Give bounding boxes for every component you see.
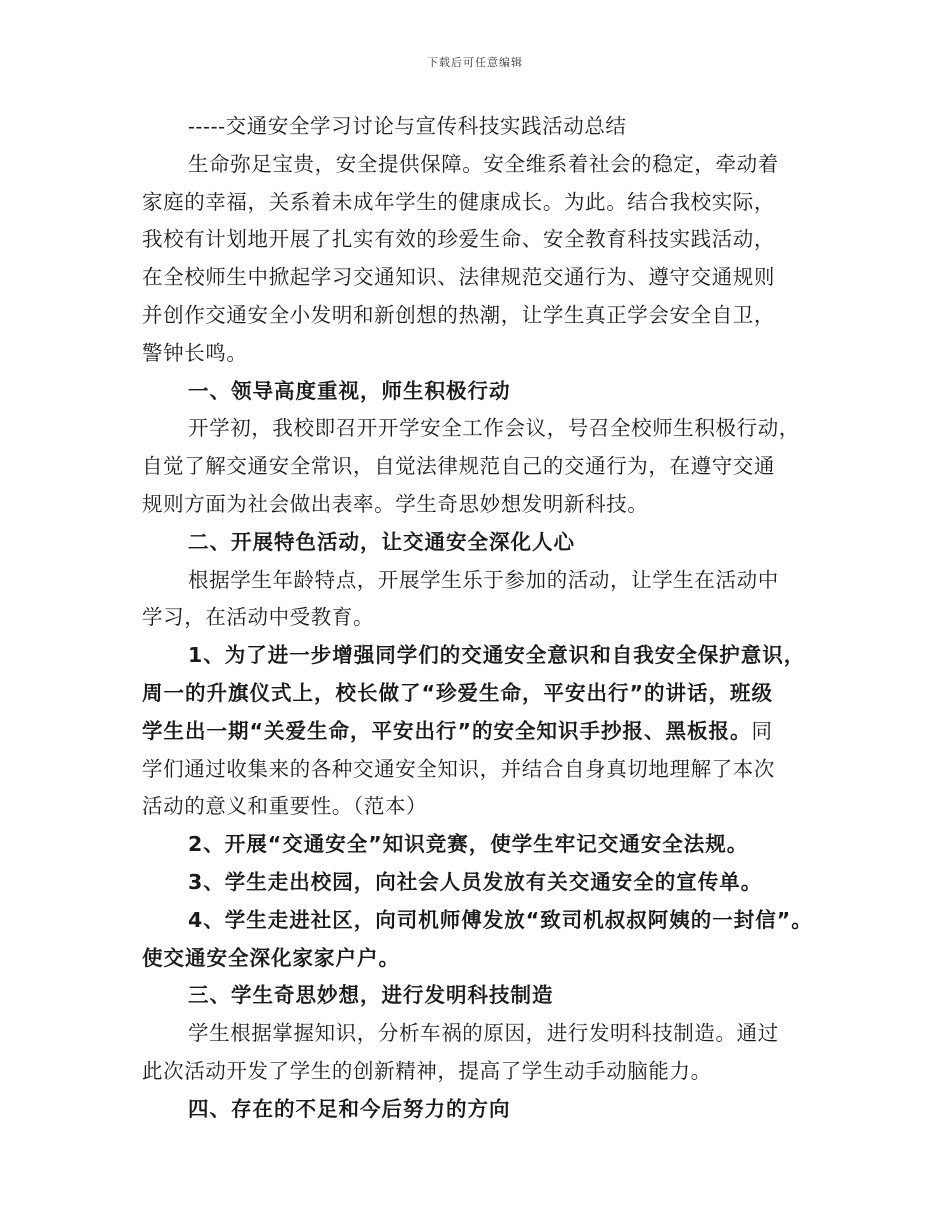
paragraph-line bbox=[142, 599, 827, 637]
paragraph-line bbox=[142, 146, 827, 184]
line-text: 并创作交通安全小发明和新创想的热潮，让学生真正学会安全自卫， bbox=[142, 302, 775, 327]
line-text: 2、开展“交通安全”知识竞赛，使学生牢记交通安全法规。 bbox=[188, 832, 749, 857]
bold-paragraph-line bbox=[142, 524, 827, 562]
line-text: 二、开展特色活动，让交通安全深化人心 bbox=[188, 529, 575, 554]
line-text: 使交通安全深化家家户户。 bbox=[142, 945, 400, 970]
line-text: 此次活动开发了学生的创新精神，提高了学生动手动脑能力。 bbox=[142, 1058, 712, 1083]
line-text: 开学初，我校即召开开学安全工作会议，号召全校师生积极行动， bbox=[188, 416, 800, 441]
paragraph-line bbox=[142, 1015, 827, 1053]
paragraph-line bbox=[142, 259, 827, 297]
paragraph-line bbox=[142, 1053, 827, 1091]
line-text: 生命弥足宝贵，安全提供保障。安全维系着社会的稳定，牵动着 bbox=[188, 151, 779, 176]
paragraph-line bbox=[142, 751, 827, 789]
line-text: 4、学生走进社区，向司机师傅发放“致司机叔叔阿姨的一封信”。 bbox=[188, 907, 813, 932]
bold-paragraph-line bbox=[142, 826, 827, 864]
bold-paragraph-line bbox=[142, 675, 827, 713]
bold-paragraph-line bbox=[142, 977, 827, 1015]
bold-paragraph-line bbox=[142, 864, 827, 902]
paragraph-line bbox=[142, 108, 827, 146]
line-text: 周一的升旗仪式上，校长做了“珍爱生命，平安出行”的讲话，班级 bbox=[142, 680, 773, 705]
paragraph-line bbox=[142, 410, 827, 448]
paragraph-line bbox=[142, 562, 827, 600]
document-body bbox=[142, 108, 827, 1129]
line-text: 活动的意义和重要性。（范本） bbox=[142, 794, 428, 819]
line-text: 在全校师生中掀起学习交通知识、法律规范交通行为、遵守交通规则 bbox=[142, 265, 775, 290]
line-text: 3、学生走出校园，向社会人员发放有关交通安全的宣传单。 bbox=[188, 869, 763, 894]
line-text: 根据学生年龄特点，开展学生乐于参加的活动，让学生在活动中 bbox=[188, 567, 779, 592]
line-text: 我校有计划地开展了扎实有效的珍爱生命、安全教育科技实践活动， bbox=[142, 227, 775, 252]
bold-paragraph-line bbox=[142, 637, 827, 675]
line-text: 警钟长鸣。 bbox=[142, 340, 248, 365]
bold-paragraph-line bbox=[142, 1091, 827, 1129]
line-text-tail: 同 bbox=[751, 718, 773, 743]
line-text: 学生出一期“关爱生命，平安出行”的安全知识手抄报、黑板报。 bbox=[142, 718, 752, 743]
line-text: 学们通过收集来的各种交通安全知识，并结合自身真切地理解了本次 bbox=[142, 756, 775, 781]
bold-paragraph-line bbox=[142, 373, 827, 411]
paragraph-line bbox=[142, 486, 827, 524]
bold-paragraph-line bbox=[142, 940, 827, 978]
line-text: 一、领导高度重视，师生积极行动 bbox=[188, 378, 511, 403]
page-header: 下载后可任意编辑 bbox=[427, 56, 523, 69]
bold-paragraph-line bbox=[142, 713, 827, 751]
paragraph-line bbox=[142, 221, 827, 259]
line-text: 四、存在的不足和今后努力的方向 bbox=[188, 1096, 511, 1121]
paragraph-line bbox=[142, 335, 827, 373]
line-text: 1、为了进一步增强同学们的交通安全意识和自我安全保护意识， bbox=[188, 643, 806, 668]
paragraph-line bbox=[142, 184, 827, 222]
paragraph-line bbox=[142, 788, 827, 826]
paragraph-line bbox=[142, 297, 827, 335]
bold-paragraph-line bbox=[142, 902, 827, 940]
line-text: 规则方面为社会做出表率。学生奇思妙想发明新科技。 bbox=[142, 491, 649, 516]
line-text: 学习，在活动中受教育。 bbox=[142, 605, 375, 630]
line-text: 自觉了解交通安全常识，自觉法律规范自己的交通行为，在遵守交通 bbox=[142, 454, 775, 479]
line-text: 家庭的幸福，关系着未成年学生的健康成长。为此。结合我校实际， bbox=[142, 189, 775, 214]
line-text: 三、学生奇思妙想，进行发明科技制造 bbox=[188, 983, 554, 1008]
line-text: -----交通安全学习讨论与宣传科技实践活动总结 bbox=[188, 114, 627, 138]
paragraph-line bbox=[142, 448, 827, 486]
line-text: 学生根据掌握知识，分析车祸的原因，进行发明科技制造。通过 bbox=[188, 1021, 779, 1046]
